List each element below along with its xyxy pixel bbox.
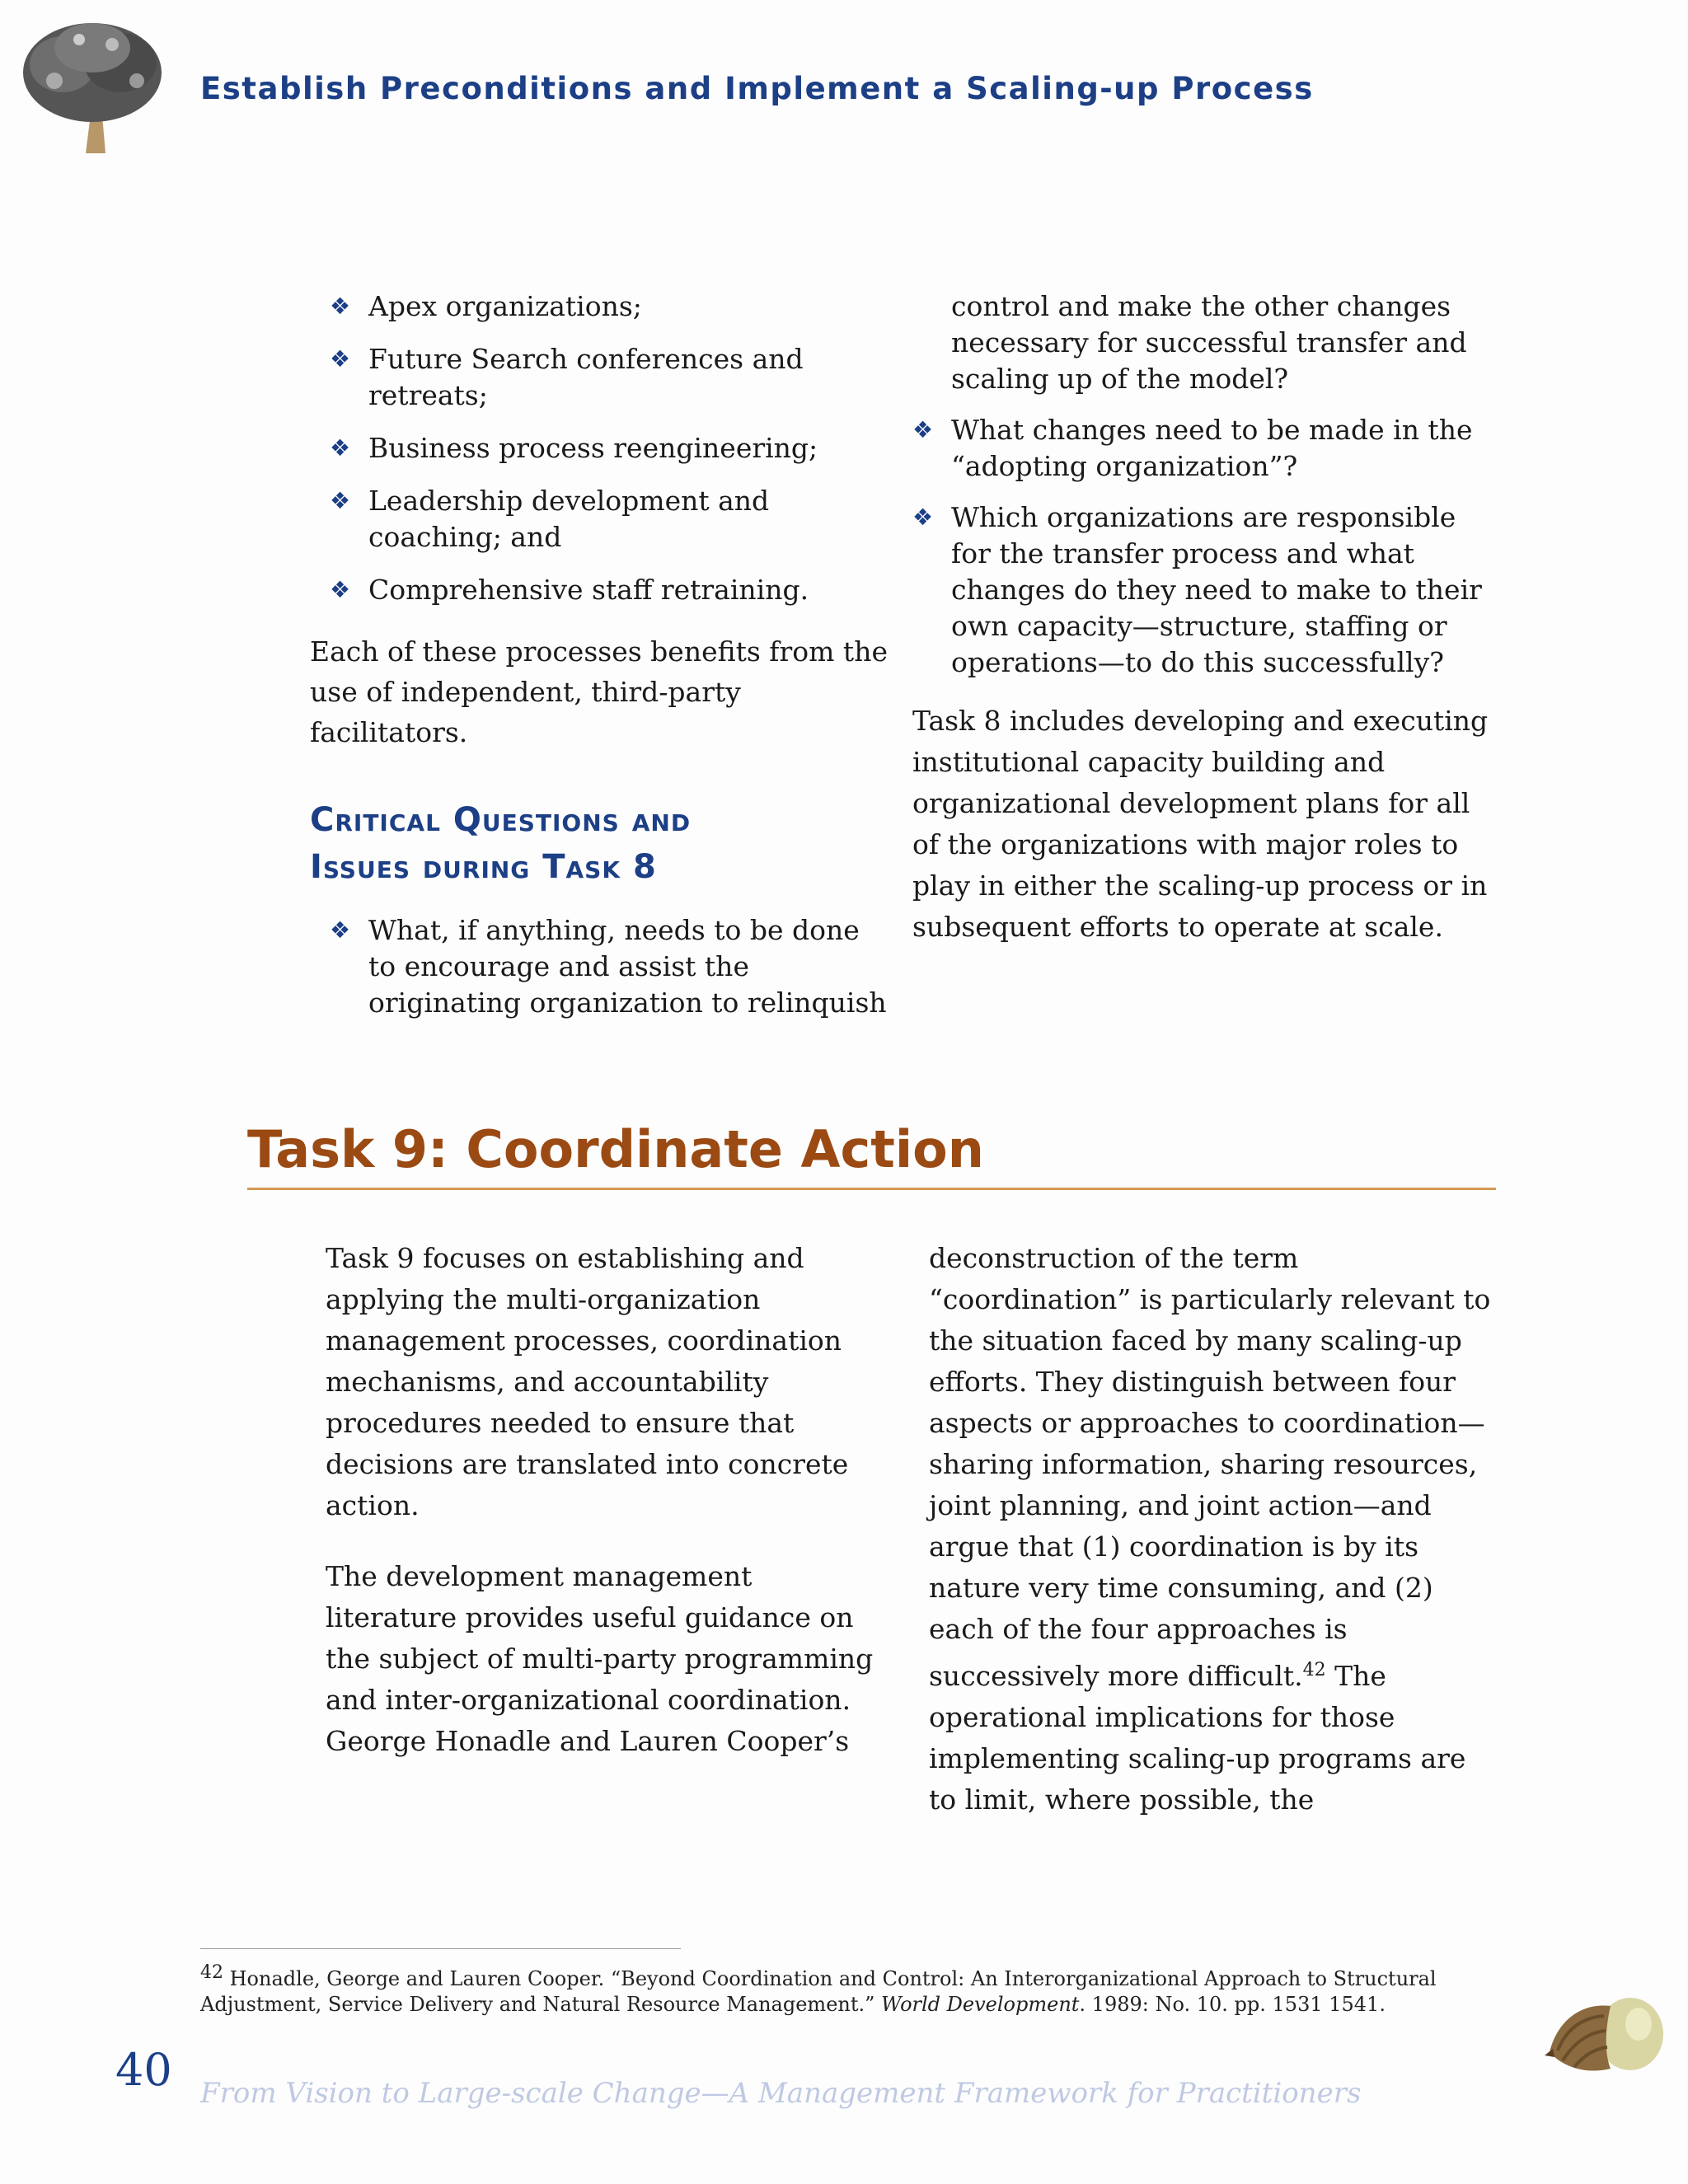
list-item: ❖ Which organizations are responsible for the transfer process and what changes do they need to make to their own capacity—structure, staffing or operations—to do this successfully? <box>912 501 1482 678</box>
tree-icon <box>21 15 163 153</box>
diamond-bullet-icon: ❖ <box>330 916 351 944</box>
footnote: $^{42}$ Honadle, George and Lauren Cooper. “Beyond Coordination and Control: An Interorganizational Approach to Structural Adjustment, Service Delivery and Natural Resource Management.” World Development. 1989: No. 10. pp. 1531 1541. <box>200 1962 1437 2016</box>
questions-list-continued <box>912 288 1498 681</box>
footer-title: From Vision to Large-scale Change—A Management Framework for Practitioners <box>200 2077 1362 2110</box>
task9-intro-paragraph: Task 9 focuses on establishing and applying the multi-organization management processes, coordination mechanisms, and accountability procedures needed to ensure that decisions are translated into concrete action. <box>326 1242 849 1521</box>
preconditions-list <box>330 288 890 608</box>
left-column <box>310 288 890 1038</box>
task9-left-column <box>326 1238 886 1792</box>
list-item: ❖ Business process reengineering; <box>330 430 890 466</box>
list-item: ❖ Leadership development and coaching; and <box>330 485 770 553</box>
list-item: ❖ Apex organizations; <box>330 288 890 325</box>
diamond-bullet-icon: ❖ <box>912 504 934 531</box>
journal-title: World Development <box>881 1993 1080 2016</box>
diamond-bullet-icon: ❖ <box>330 345 351 373</box>
diamond-bullet-icon: ❖ <box>330 487 351 514</box>
acorn-icon <box>1541 1978 1665 2085</box>
diamond-bullet-icon: ❖ <box>330 293 351 320</box>
footnote-reference: 42 <box>1302 1660 1326 1680</box>
task9-heading: Task 9: Coordinate Action <box>247 1119 984 1179</box>
task8-paragraph: Task 8 includes developing and executing institutional capacity building and organizational development plans for all of the organizations with major roles to play in either the scaling-up process or in subsequent efforts to operate at scale. <box>912 705 1489 943</box>
task9-right-column <box>929 1238 1498 1850</box>
literature-paragraph: The development management literature provides useful guidance on the subject of multi-party programming and inter-organizational coordination. George Honadle and Lauren Cooper’s <box>326 1560 874 1757</box>
footnote-number: 42 <box>200 1962 223 1983</box>
facilitators-paragraph: Each of these processes benefits from the use of independent, third-party facilitators. <box>310 635 888 748</box>
coordination-paragraph: deconstruction of the term “coordination” is particularly relevant to the situation faced by many scaling-up efforts. They distinguish between four aspects or approaches to coordination—sharing information, sharing resources, joint planning, and joint action—and argue that (1) coordination is by its nature very time consuming, and (2) each of the four approaches is successively more difficult.$^{42}$ The operational implications for those implementing scaling-up programs are to limit, where possible, the <box>929 1242 1491 1816</box>
list-item: ❖ Future Search conferences and retreats; <box>330 343 804 411</box>
list-item: ❖ What changes need to be made in the “adopting organization”? <box>912 414 1473 482</box>
critical-questions-heading: Critical Questions and Issues during Task 8 <box>310 801 692 886</box>
diamond-bullet-icon: ❖ <box>330 434 351 462</box>
list-item: ❖ Comprehensive staff retraining. <box>330 572 890 608</box>
heading-rule <box>247 1188 1496 1190</box>
questions-list <box>330 912 890 1021</box>
list-item: control and make the other changes necessary for successful transfer and scaling up of the model? <box>951 290 1467 395</box>
diamond-bullet-icon: ❖ <box>330 576 351 603</box>
right-column <box>912 288 1498 977</box>
page-header-title: Establish Preconditions and Implement a Scaling-up Process <box>200 71 1314 106</box>
list-item: ❖ What, if anything, needs to be done to encourage and assist the originating organization to relinquish <box>330 914 887 1019</box>
footnote-rule <box>200 1948 681 1949</box>
diamond-bullet-icon: ❖ <box>912 416 934 443</box>
page-number: 40 <box>115 2044 172 2096</box>
